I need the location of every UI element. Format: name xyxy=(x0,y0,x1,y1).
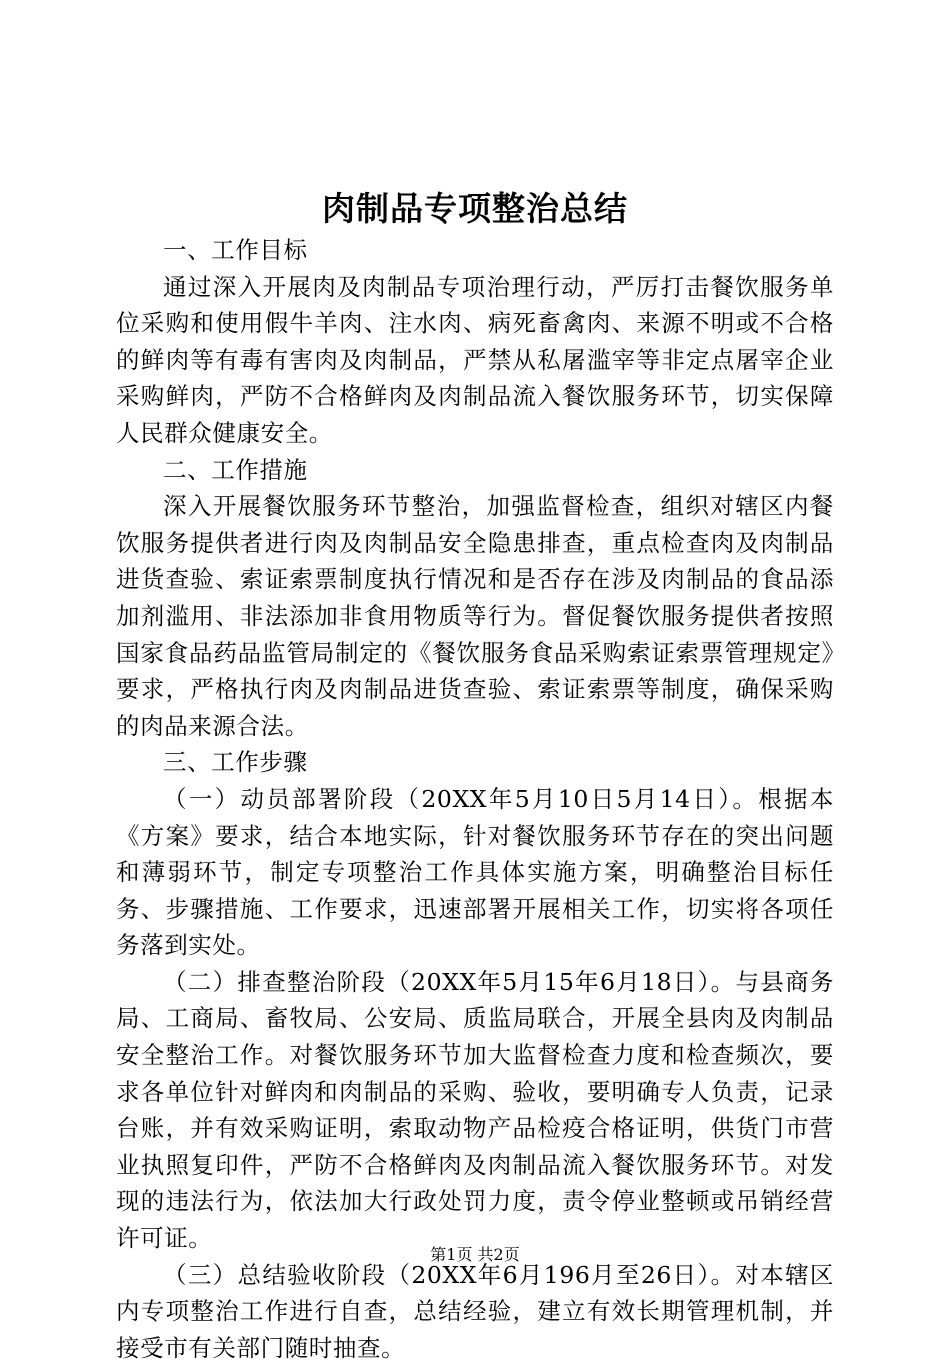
section-heading-goals: 一、工作目标 xyxy=(163,236,308,264)
paragraph-step-mobilize: （一）动员部署阶段（20XX年5月10日5月14日）。根据本《方案》要求，结合本地实际，针对餐饮服务环节存在的突出问题和薄弱环节，制定专项整治工作具体实施方案，明确整治目标任务、步骤措施、工作要求，迅速部署开展相关工作，切实将各项任务落到实处。 xyxy=(116,784,834,960)
section-heading-measures: 二、工作措施 xyxy=(163,455,308,484)
paragraph-step-summary: （三）总结验收阶段（20XX年6月196月至26日）。对本辖区内专项整治工作进行自查，总结经验，建立有效长期管理机制，并接受市有关部门随时抽查。 xyxy=(116,1260,834,1362)
section-heading-steps: 三、工作步骤 xyxy=(163,748,308,777)
paragraph-measures: 深入开展餐饮服务环节整治，加强监督检查，组织对辖区内餐饮服务提供者进行肉及肉制品安全隐患排查，重点检查肉及肉制品进货查验、索证索票制度执行情况和是否存在涉及肉制品的食品添加剂滥用、非法添加非食用物质等行为。督促餐饮服务提供者按照国家食品药品监管局制定的《餐饮服务食品采购索证索票管理规定》要求，严格执行肉及肉制品进货查验、索证索票等制度，确保采购的肉品来源合法。 xyxy=(116,492,834,740)
paragraph-step-inspect: （二）排查整治阶段（20XX年5月15年6月18日）。与县商务局、工商局、畜牧局、公安局、质监局联合，开展全县肉及肉制品安全整治工作。对餐饮服务环节加大监督检查力度和检查频次，要求各单位针对鲜肉和肉制品的采购、验收，要明确专人负责，记录台账，并有效采购证明，索取动物产品检疫合格证明，供货门市营业执照复印件，严防不合格鲜肉及肉制品流入餐饮服务环节。对发现的违法行为，依法加大行政处罚力度，责令停业整顿或吊销经营许可证。 xyxy=(116,967,834,1253)
document-title: 肉制品专项整治总结 xyxy=(322,189,628,228)
paragraph-goals: 通过深入开展肉及肉制品专项治理行动，严厉打击餐饮服务单位采购和使用假牛羊肉、注水肉、病死畜禽肉、来源不明或不合格的鲜肉等有毒有害肉及肉制品，严禁从私屠滥宰等非定点屠宰企业采购鲜肉，严防不合格鲜肉及肉制品流入餐饮服务环节，切实保障人民群众健康安全。 xyxy=(116,272,834,447)
document-body xyxy=(116,232,834,1366)
page-footer: 第1页 共2页 xyxy=(430,1245,520,1264)
